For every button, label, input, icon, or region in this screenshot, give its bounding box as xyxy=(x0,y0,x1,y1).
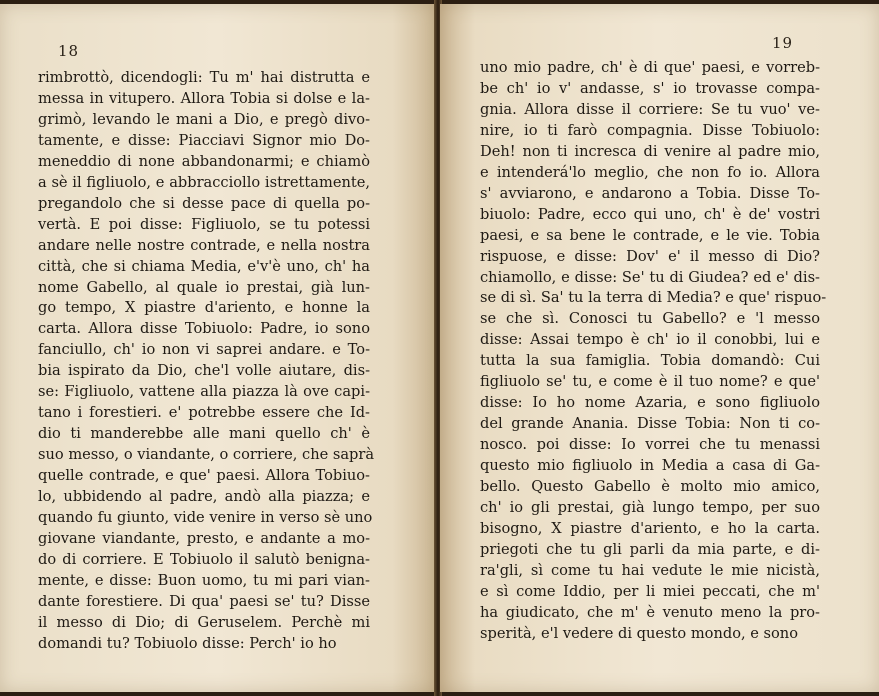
text-line: disse: Assai tempo è ch' io il conobbi, lui e xyxy=(480,331,820,349)
text-line: ha giudicato, che m' è venuto meno la pro- xyxy=(480,603,820,621)
text-line: go tempo, X piastre d'ariento, e honne la xyxy=(38,299,370,317)
text-line: grimò, levando le mani a Dio, e pregò divo- xyxy=(38,110,370,128)
text-line: figliuolo se' tu, e come è il tuo nome? e que' xyxy=(480,373,820,391)
text-line: ch' io gli prestai, già lungo tempo, per suo xyxy=(480,499,820,517)
text-line: tano i forestieri. e' potrebbe essere che Id- xyxy=(38,404,370,422)
text-line: se che sì. Conosci tu Gabello? e 'l messo xyxy=(480,310,820,328)
text-line: vertà. E poi disse: Figliuolo, se tu potessi xyxy=(38,215,370,233)
text-line: gnia. Allora disse il corriere: Se tu vuo' ve- xyxy=(480,100,820,118)
text-line: do di corriere. E Tobiuolo il salutò benigna- xyxy=(38,550,370,568)
text-line: disse: Io ho nome Azaria, e sono figliuolo xyxy=(480,394,820,412)
text-line: uno mio padre, ch' è di que' paesi, e vorreb- xyxy=(480,59,820,76)
text-line: se di sì. Sa' tu la terra di Media? e que' rispuo- xyxy=(480,289,827,307)
text-line: lo, ubbidendo al padre, andò alla piazza; e xyxy=(38,488,370,506)
page-text xyxy=(38,68,375,655)
left-page xyxy=(0,4,436,692)
text-line: chiamollo, e disse: Se' tu di Giudea? ed e' dis- xyxy=(480,268,820,286)
page-number: 18 xyxy=(58,42,80,60)
text-line: tamente, e disse: Piacciavi Signor mio Do- xyxy=(38,131,370,149)
text-line: Deh! non ti incresca di venire al padre mio, xyxy=(480,142,820,160)
text-line: mente, e disse: Buon uomo, tu mi pari vian- xyxy=(38,571,370,589)
text-line: paesi, e sa bene le contrade, e le vie. Tobia xyxy=(480,226,820,244)
text-line: il messo di Dio; di Geruselem. Perchè mi xyxy=(38,613,370,631)
text-line: nire, io ti farò compagnia. Disse Tobiuolo: xyxy=(480,121,820,139)
text-line: bia ispirato da Dio, che'l volle aiutare, dis- xyxy=(38,362,370,380)
text-line: priegoti che tu gli parli da mia parte, e di- xyxy=(480,540,820,558)
text-line: ra'gli, sì come tu hai vedute le mie nicistà, xyxy=(480,561,820,579)
text-line: tutta la sua famiglia. Tobia domandò: Cui xyxy=(480,352,820,370)
text-line: bello. Questo Gabello è molto mio amico, xyxy=(480,478,820,496)
text-line: andare nelle nostre contrade, e nella nostra xyxy=(38,236,370,254)
text-line: questo mio figliuolo in Media a casa di Ga- xyxy=(480,457,820,475)
text-line: be ch' io v' andasse, s' io trovasse compa- xyxy=(480,79,820,97)
text-line: suo messo, o viandante, o corriere, che saprà xyxy=(38,446,375,464)
text-line: e sì come Iddio, per li miei peccati, che m' xyxy=(480,582,820,600)
right-page xyxy=(440,4,879,692)
text-line: città, che si chiama Media, e'v'è uno, ch' ha xyxy=(38,257,370,275)
text-line: bisogno, X piastre d'ariento, e ho la carta. xyxy=(480,519,820,537)
text-line: fanciullo, ch' io non vi saprei andare. e To- xyxy=(38,341,370,359)
text-line: e intenderá'lo meglio, che non fo io. Allora xyxy=(480,163,820,181)
text-line: s' avviarono, e andarono a Tobia. Disse To- xyxy=(480,184,820,202)
text-line: se: Figliuolo, vattene alla piazza là ove capi- xyxy=(38,383,370,401)
text-line: rimbrottò, dicendogli: Tu m' hai distrutta e xyxy=(38,69,370,86)
text-line: nosco. poi disse: Io vorrei che tu menassi xyxy=(480,436,820,454)
text-line: biuolo: Padre, ecco qui uno, ch' è de' vostri xyxy=(480,205,820,223)
text-line: dio ti manderebbe alle mani quello ch' è xyxy=(38,425,370,443)
text-line: pregandolo che si desse pace di quella po- xyxy=(38,194,370,212)
text-line: sperità, e'l vedere di questo mondo, e sono xyxy=(480,624,798,642)
page-text xyxy=(480,58,827,645)
text-line: del grande Anania. Disse Tobia: Non ti co- xyxy=(480,415,820,433)
text-line: messa in vitupero. Allora Tobia si dolse e la- xyxy=(38,89,370,107)
page-number: 19 xyxy=(772,34,794,52)
text-line: a sè il figliuolo, e abbracciollo istrettamente, xyxy=(38,173,370,191)
text-line: nome Gabello, al quale io prestai, già lun- xyxy=(38,278,370,296)
text-line: rispuose, e disse: Dov' e' il messo di Dio? xyxy=(480,247,820,265)
text-line: meneddio di none abbandonarmi; e chiamò xyxy=(38,152,370,170)
text-line: quando fu giunto, vide venire in verso sè uno xyxy=(38,509,373,527)
text-line: carta. Allora disse Tobiuolo: Padre, io sono xyxy=(38,320,370,338)
text-line: quelle contrade, e que' paesi. Allora Tobiuo- xyxy=(38,467,370,485)
text-line: giovane viandante, presto, e andante a mo- xyxy=(38,529,370,547)
text-line: domandi tu? Tobiuolo disse: Perch' io ho xyxy=(38,634,337,652)
text-line: dante forestiere. Di qua' paesi se' tu? Disse xyxy=(38,592,370,610)
